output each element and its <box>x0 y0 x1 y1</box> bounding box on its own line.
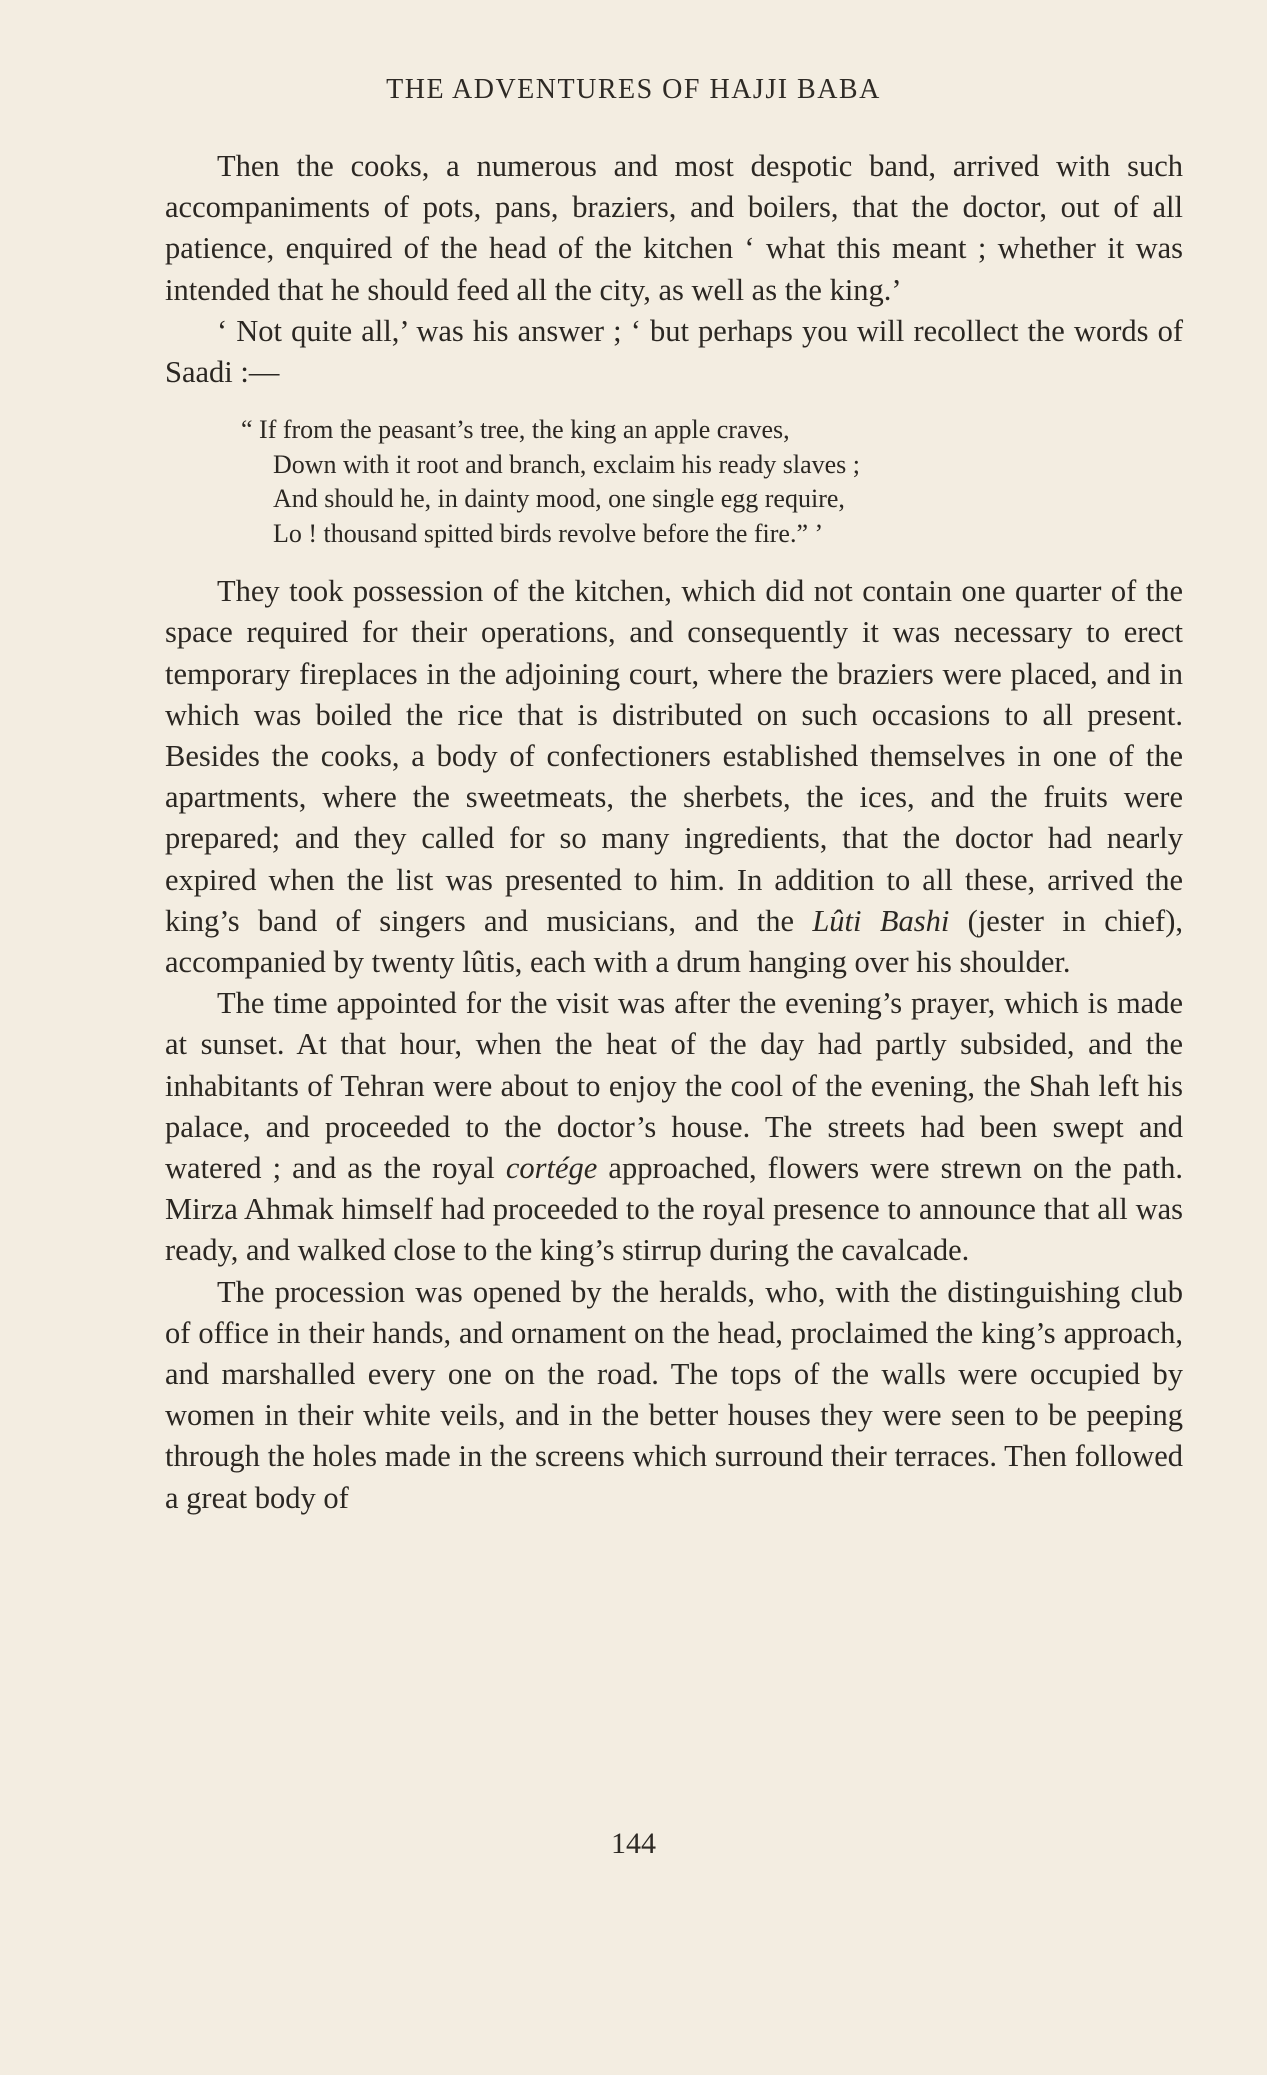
paragraph-time <box>165 983 1183 1271</box>
verse-quotation <box>165 413 1183 551</box>
running-head: THE ADVENTURES OF HAJJI BABA <box>386 74 881 105</box>
page-number: 144 <box>611 1827 656 1860</box>
body-text <box>165 146 1183 1519</box>
paragraph-cooks: Then the cooks, a numerous and most despotic band, arrived with such accompaniments of pots, pans, braziers, and boilers, that the doctor, out of all patience, enquired of the head of the kitchen ‘ what this meant ; whether it was intended that he should feed all the city, as well as the king.’ <box>165 149 1183 307</box>
verse-line: And should he, in dainty mood, one single egg require, <box>273 484 845 514</box>
cortege-term: cortége <box>505 1151 598 1186</box>
verse-line: Lo ! thousand spitted birds revolve before the fire.” ’ <box>273 518 824 548</box>
verse-line: “ If from the peasant’s tree, the king an apple craves, <box>241 415 790 445</box>
paragraph-kitchen <box>165 571 1183 983</box>
paragraph-time-text-a: The time appointed for the visit was after the evening’s prayer, which is made at sunset. At that hour, when the heat of the day had partly subsided, and the inhabitants of Tehran were about to enjoy the cool of the evening, the Shah left his palace, and proceeded to the doctor’s house. The streets had been swept and watered ; and as the royal <box>165 986 1183 1186</box>
luti-bashi-term: Lûti Bashi <box>812 903 950 938</box>
paragraph-time-text-b: approached, flowers were strewn on the path. Mirza Ahmak himself had proceeded to the royal presence to announce that all was ready, and walked close to the king’s stirrup during the cavalcade. <box>165 1151 1184 1268</box>
verse-line: Down with it root and branch, exclaim his ready slaves ; <box>273 449 861 479</box>
paragraph-kitchen-text-a: They took possession of the kitchen, which did not contain one quarter of the space required for their operations, and consequently it was necessary to erect temporary fireplaces in the adjoining court, where the braziers were placed, and in which was boiled the rice that is distributed on such occasions to all present. Besides the cooks, a body of confectioners established themselves in one of the apartments, where the sweetmeats, the sherbets, the ices, and the fruits were prepared; and they called for so many ingredients, that the doctor had nearly expired when the list was presented to him. In addition to all these, arrived the king’s band of singers and musicians, and the <box>165 574 1183 938</box>
paragraph-answer: ‘ Not quite all,’ was his answer ; ‘ but perhaps you will recollect the words of Saadi :— <box>165 313 1183 390</box>
paragraph-kitchen-text-b: (jester in chief), accompanied by twenty lûtis, each with a drum hanging over his shoulder. <box>165 903 1183 980</box>
paragraph-procession: The procession was opened by the heralds, who, with the distinguishing club of office in their hands, and ornament on the head, proclaimed the king’s approach, and marshalled every one on the road. The tops of the walls were occupied by women in their white veils, and in the better houses they were seen to be peeping through the holes made in the screens which surround their terraces. Then followed a great body of <box>165 1274 1183 1515</box>
